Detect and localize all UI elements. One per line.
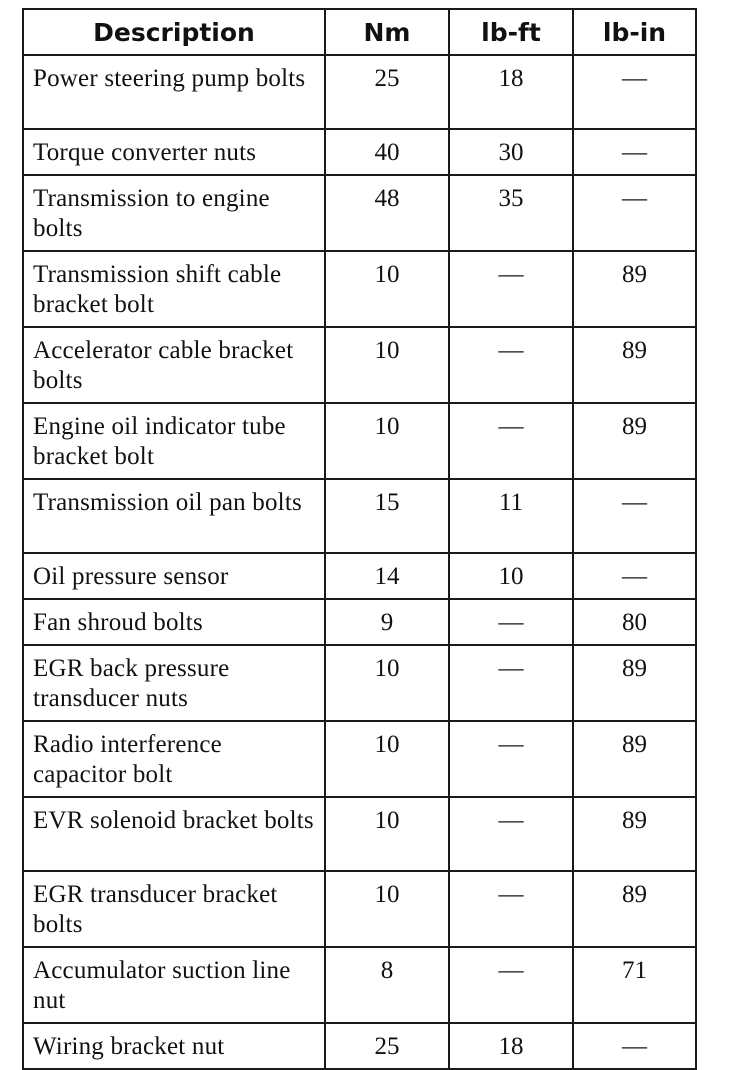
cell-lbft: — [449,871,573,947]
cell-lbin: — [573,479,696,553]
cell-description: Torque converter nuts [23,129,325,175]
cell-description: Radio interference capacitor bolt [23,721,325,797]
cell-nm: 10 [325,645,449,721]
header-nm: Nm [325,9,449,55]
table-row [23,175,696,251]
cell-nm: 10 [325,403,449,479]
cell-lbft: 35 [449,175,573,251]
cell-lbin: 89 [573,403,696,479]
table-header [23,9,696,55]
cell-lbin: — [573,1023,696,1069]
cell-description: Transmission oil pan bolts [23,479,325,553]
cell-lbft: — [449,251,573,327]
cell-nm: 10 [325,327,449,403]
cell-lbin: 80 [573,599,696,645]
table-row [23,403,696,479]
table-row [23,553,696,599]
cell-lbft: — [449,327,573,403]
cell-lbft: — [449,645,573,721]
cell-nm: 25 [325,55,449,129]
cell-lbft: — [449,403,573,479]
cell-nm: 10 [325,721,449,797]
cell-lbft: — [449,947,573,1023]
table-row [23,479,696,553]
header-description: Description [23,9,325,55]
cell-lbin: — [573,129,696,175]
table-row [23,129,696,175]
table-row [23,599,696,645]
table-row [23,871,696,947]
cell-lbin: 89 [573,721,696,797]
table-row [23,55,696,129]
cell-lbin: 89 [573,871,696,947]
cell-lbft: — [449,721,573,797]
cell-nm: 10 [325,871,449,947]
cell-lbin: — [573,55,696,129]
cell-lbft: 30 [449,129,573,175]
torque-spec-table [22,8,697,1070]
cell-lbin: — [573,175,696,251]
cell-lbin: 89 [573,645,696,721]
table-row [23,721,696,797]
cell-lbft: — [449,599,573,645]
cell-description: Power steering pump bolts [23,55,325,129]
cell-description: Oil pressure sensor [23,553,325,599]
cell-lbft: 18 [449,55,573,129]
cell-nm: 25 [325,1023,449,1069]
header-lbft: lb-ft [449,9,573,55]
cell-lbin: 89 [573,797,696,871]
table-row [23,947,696,1023]
table-row [23,797,696,871]
table-row [23,1023,696,1069]
cell-description: Transmission shift cable bracket bolt [23,251,325,327]
cell-lbft: 11 [449,479,573,553]
cell-lbft: 10 [449,553,573,599]
table-row [23,327,696,403]
cell-description: Accelerator cable bracket bolts [23,327,325,403]
header-lbin: lb-in [573,9,696,55]
cell-description: Fan shroud bolts [23,599,325,645]
cell-nm: 10 [325,251,449,327]
cell-description: Accumulator suction line nut [23,947,325,1023]
cell-nm: 9 [325,599,449,645]
cell-nm: 8 [325,947,449,1023]
cell-description: Transmission to engine bolts [23,175,325,251]
cell-lbin: 89 [573,251,696,327]
table-row [23,251,696,327]
cell-lbin: — [573,553,696,599]
cell-description: Wiring bracket nut [23,1023,325,1069]
table-row [23,645,696,721]
table-body [23,55,696,1069]
header-row [23,9,696,55]
cell-lbft: 18 [449,1023,573,1069]
cell-nm: 15 [325,479,449,553]
cell-lbft: — [449,797,573,871]
cell-lbin: 89 [573,327,696,403]
cell-description: EGR back pressure transducer nuts [23,645,325,721]
cell-nm: 14 [325,553,449,599]
cell-lbin: 71 [573,947,696,1023]
cell-nm: 10 [325,797,449,871]
cell-description: EVR solenoid bracket bolts [23,797,325,871]
cell-nm: 48 [325,175,449,251]
cell-description: EGR transducer bracket bolts [23,871,325,947]
cell-description: Engine oil indicator tube bracket bolt [23,403,325,479]
cell-nm: 40 [325,129,449,175]
